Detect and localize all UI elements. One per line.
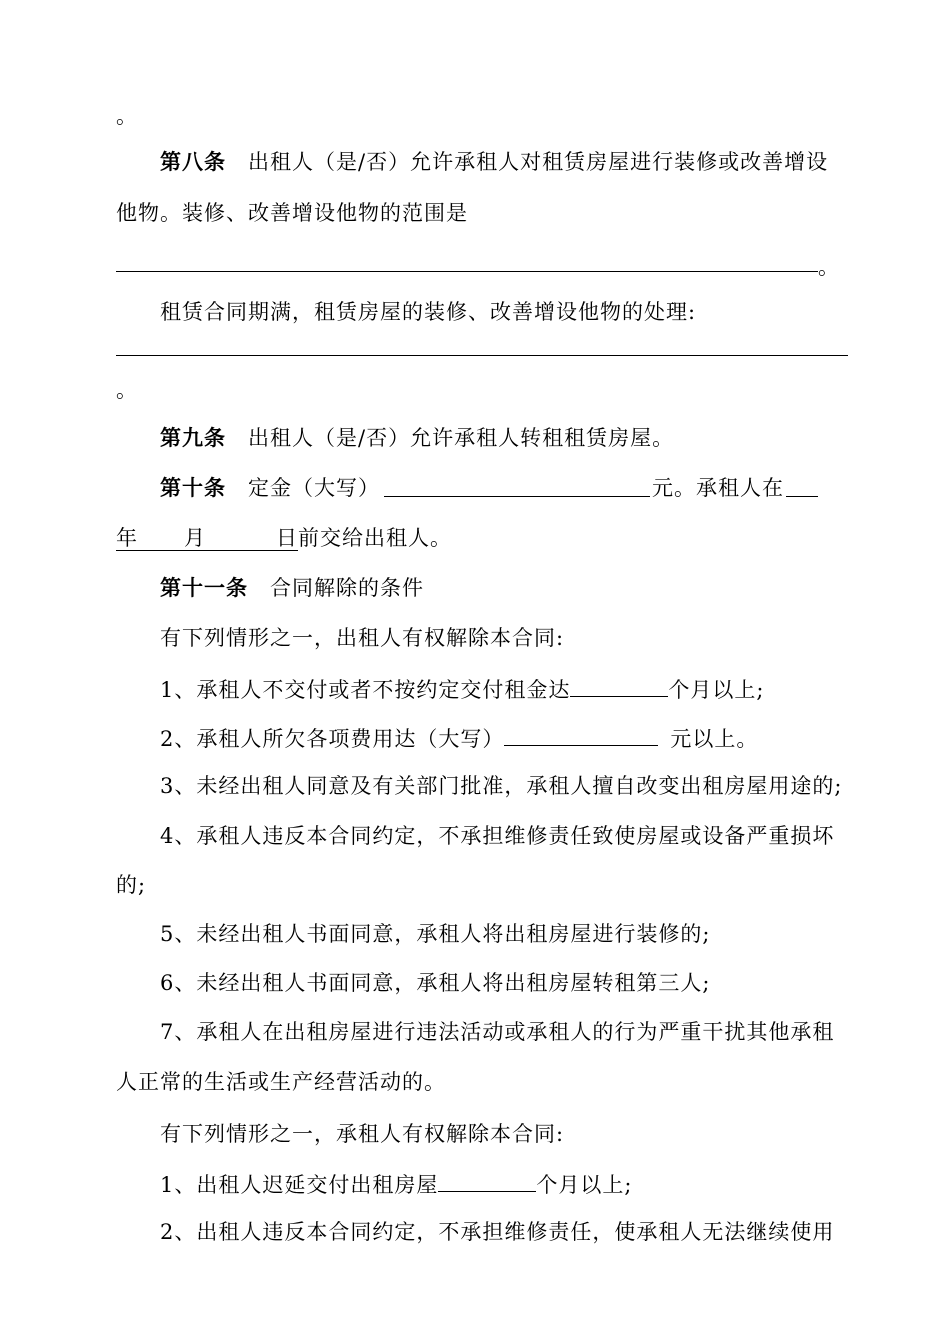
article-9-line (160, 424, 674, 452)
article-9-text: 出租人（是/否）允许承租人转租租赁房屋。 (248, 426, 675, 450)
expiry-end-period: 。 (116, 378, 138, 402)
rent-months-blank (570, 674, 668, 697)
lessor-item-2 (160, 723, 758, 753)
deposit-year-blank (786, 496, 818, 497)
article-11-line (160, 574, 424, 602)
lessor-item-1-suffix: 个月以上; (668, 678, 765, 702)
lessee-item-1-suffix: 个月以上; (536, 1173, 633, 1197)
fees-amount-blank (504, 723, 658, 746)
lessee-item-1-text: 1、出租人迟延交付出租房屋 (160, 1173, 439, 1197)
article-8-text: 出租人（是/否）允许承租人对租赁房屋进行装修或改善增设 (248, 150, 829, 174)
date-blank (116, 526, 298, 551)
article-11-heading: 第十一条 (160, 575, 248, 600)
article-10-yuan-text: 元。承租人在 (652, 476, 784, 500)
lessor-item-7-cont: 人正常的生活或生产经营活动的。 (116, 1070, 446, 1094)
lessee-item-1 (160, 1169, 632, 1199)
article-10-deposit-label: 定金（大写） (248, 476, 380, 500)
lessor-item-6: 6、未经出租人书面同意，承租人将出租房屋转租第三人; (160, 971, 711, 995)
article-8-heading: 第八条 (160, 149, 226, 174)
trailing-period: 。 (116, 104, 138, 128)
lessor-item-1-text: 1、承租人不交付或者不按约定交付租金达 (160, 678, 571, 702)
month-label: 月 (184, 526, 206, 550)
expiry-handling-blank (116, 355, 848, 356)
article-10-line-2 (116, 524, 452, 552)
year-label: 年 (116, 526, 138, 550)
lessor-item-2-suffix: 元以上。 (670, 727, 759, 751)
lessor-item-5: 5、未经出租人书面同意，承租人将出租房屋进行装修的; (160, 922, 711, 946)
article-9-heading: 第九条 (160, 425, 226, 450)
lessor-item-3: 3、未经出租人同意及有关部门批准，承租人擅自改变出租房屋用途的; (160, 774, 843, 798)
article-8-line-2: 他物。装修、改善增设他物的范围是 (116, 201, 468, 225)
day-label: 日 (276, 526, 298, 550)
article-8-end-period: 。 (818, 255, 840, 279)
lessee-termination-intro: 有下列情形之一，承租人有权解除本合同: (160, 1122, 565, 1146)
lessor-item-1 (160, 674, 764, 704)
deposit-amount-blank (384, 496, 650, 497)
lessor-item-4: 4、承租人违反本合同约定，不承担维修责任致使房屋或设备严重损坏 (160, 824, 835, 848)
article-11-title: 合同解除的条件 (270, 576, 424, 600)
article-10-heading: 第十条 (160, 475, 226, 500)
article-10-deliver-text: 前交给出租人。 (298, 526, 452, 550)
article-8-scope-blank (116, 271, 818, 272)
lessor-termination-intro: 有下列情形之一，出租人有权解除本合同: (160, 626, 565, 650)
article-10-line-1 (160, 474, 380, 502)
delay-months-blank (438, 1169, 536, 1192)
lessor-item-2-text: 2、承租人所欠各项费用达（大写） (160, 727, 505, 751)
lessor-item-4-cont: 的; (116, 873, 147, 897)
lessor-item-7: 7、承租人在出租房屋进行违法活动或承租人的行为严重干扰其他承租 (160, 1020, 835, 1044)
lessee-item-2: 2、出租人违反本合同约定，不承担维修责任，使承租人无法继续使用 (160, 1220, 835, 1244)
expiry-handling-text: 租赁合同期满，租赁房屋的装修、改善增设他物的处理: (160, 300, 697, 324)
article-8-line-1 (160, 148, 828, 176)
